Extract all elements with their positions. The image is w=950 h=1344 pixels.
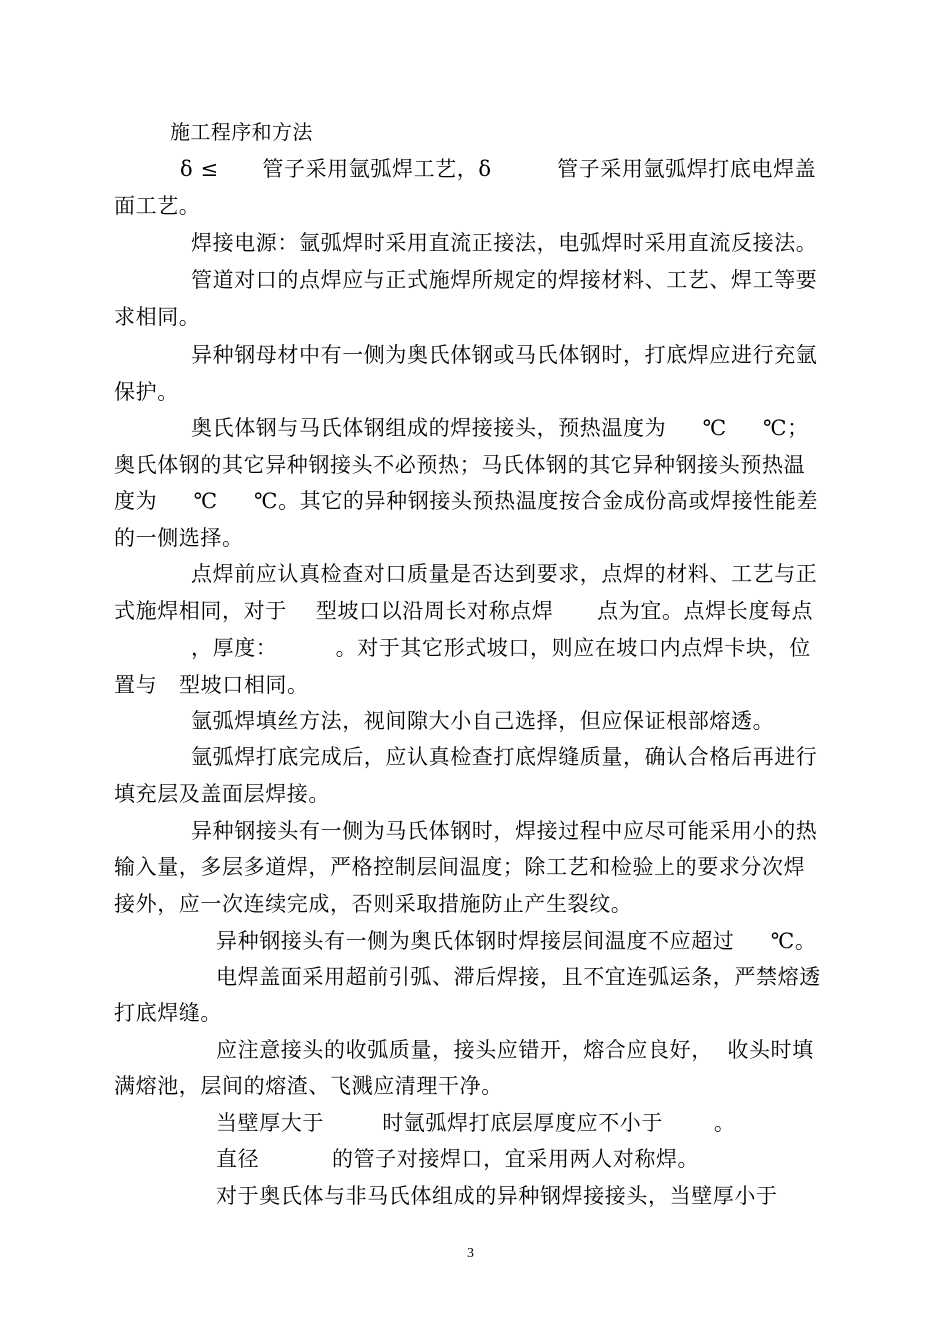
paragraph-line: 异种钢母材中有一侧为奥氏体钢或马氏体钢时，打底焊应进行充氩 <box>191 343 818 367</box>
paragraph-line: 管道对口的点焊应与正式施焊所规定的焊接材料、工艺、焊工等要 <box>191 268 818 292</box>
page-number: 3 <box>467 1246 474 1261</box>
paragraph-line: 直径 的管子对接焊口，宜采用两人对称焊。 <box>216 1147 700 1171</box>
paragraph-line: 应注意接头的收弧质量，接头应错开，熔合应良好， 收头时填 <box>216 1038 814 1062</box>
paragraph-line: 接外，应一次连续完成，否则采取措施防止产生裂纹。 <box>114 892 633 916</box>
paragraph-line: 对于奥氏体与非马氏体组成的异种钢焊接接头，当壁厚小于 <box>216 1184 778 1208</box>
paragraph-line: 奥氏体钢与马氏体钢组成的焊接接头，预热温度为 ℃ ℃； <box>191 416 809 440</box>
paragraph-line: δ ≤ 管子采用氩弧焊工艺，δ 管子采用氩弧焊打底电焊盖 <box>180 157 817 181</box>
paragraph-line: 氩弧焊打底完成后，应认真检查打底焊缝质量，确认合格后再进行 <box>191 745 818 769</box>
paragraph-line: 异种钢接头有一侧为奥氏体钢时焊接层间温度不应超过 ℃。 <box>216 929 817 953</box>
paragraph-line: ，厚度： 。对于其它形式坡口，则应在坡口内点焊卡块，位 <box>191 636 811 660</box>
paragraph-line: 打底焊缝。 <box>114 1001 222 1025</box>
paragraph-line: 置与 型坡口相同。 <box>114 673 309 697</box>
paragraph-line: 电焊盖面采用超前引弧、滞后焊接，且不宜连弧运条，严禁熔透 <box>216 965 821 989</box>
paragraph-line: 式施焊相同，对于 型坡口以沿周长对称点焊 点为宜。点焊长度每点 <box>114 599 814 623</box>
paragraph-line: 度为 ℃ ℃。其它的异种钢接头预热温度按合金成份高或焊接性能差 <box>114 489 819 513</box>
paragraph-line: 满熔池，层间的熔渣、飞溅应清理干净。 <box>114 1074 503 1098</box>
paragraph-line: 异种钢接头有一侧为马氏体钢时，焊接过程中应尽可能采用小的热 <box>191 819 818 843</box>
paragraph-line: 奥氏体钢的其它异种钢接头不必预热；马氏体钢的其它异种钢接头预热温 <box>114 453 806 477</box>
paragraph-line: 当壁厚大于 时氩弧焊打底层厚度应不小于 。 <box>216 1111 736 1135</box>
paragraph-line: 的一侧选择。 <box>114 526 244 550</box>
paragraph-line: 输入量，多层多道焊，严格控制层间温度；除工艺和检验上的要求分次焊 <box>114 855 806 879</box>
paragraph-line: 焊接电源：氩弧焊时采用直流正接法，电弧焊时采用直流反接法。 <box>191 231 818 255</box>
paragraph-line: 氩弧焊填丝方法，视间隙大小自己选择，但应保证根部熔透。 <box>191 709 775 733</box>
paragraph-line: 面工艺。 <box>114 194 201 218</box>
section-heading: 施工程序和方法 <box>170 120 313 144</box>
paragraph-line: 求相同。 <box>114 305 201 329</box>
paragraph-line: 填充层及盖面层焊接。 <box>114 782 330 806</box>
paragraph-line: 点焊前应认真检查对口质量是否达到要求，点焊的材料、工艺与正 <box>191 562 818 586</box>
paragraph-line: 保护。 <box>114 380 179 404</box>
